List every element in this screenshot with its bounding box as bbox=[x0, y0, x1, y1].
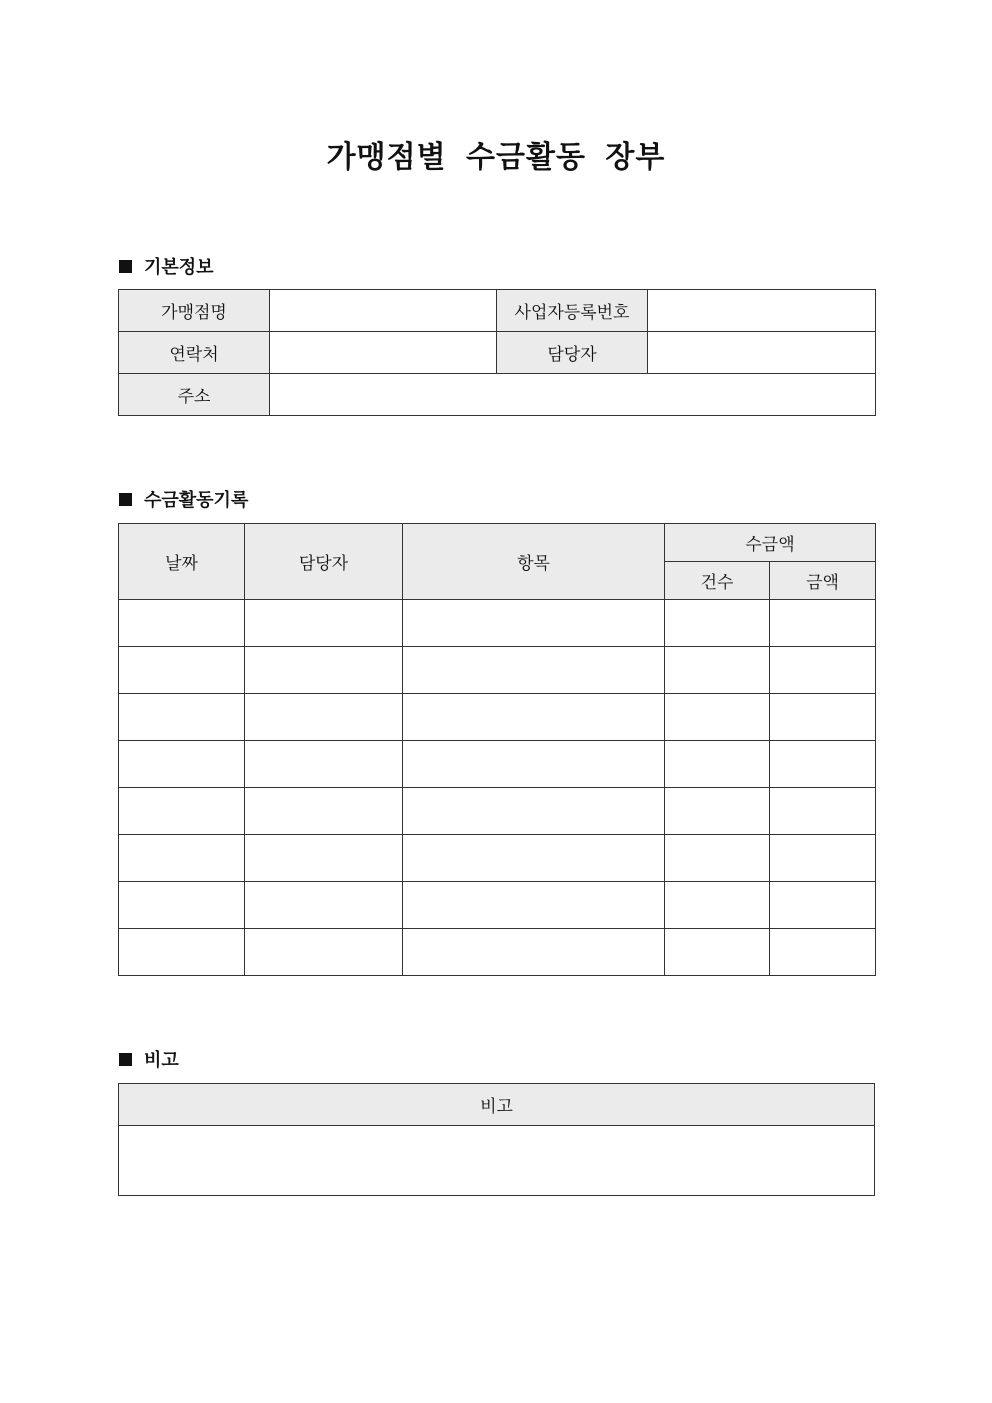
count-cell[interactable] bbox=[665, 741, 770, 788]
remarks-heading-text: 비고 bbox=[144, 1050, 179, 1071]
count-cell[interactable] bbox=[665, 600, 770, 647]
item-cell[interactable] bbox=[403, 741, 665, 788]
contact-field[interactable] bbox=[270, 332, 497, 374]
store-name-field[interactable] bbox=[270, 290, 497, 332]
date-cell[interactable] bbox=[119, 835, 245, 882]
collection-record-heading bbox=[119, 486, 248, 512]
amount-cell[interactable] bbox=[770, 882, 876, 929]
table-row bbox=[119, 647, 876, 694]
manager-label: 담당자 bbox=[497, 332, 648, 374]
table-row bbox=[119, 741, 876, 788]
amount-cell[interactable] bbox=[770, 694, 876, 741]
square-bullet-icon bbox=[119, 1053, 132, 1066]
date-cell[interactable] bbox=[119, 694, 245, 741]
count-cell[interactable] bbox=[665, 647, 770, 694]
col-item-header: 항목 bbox=[403, 524, 665, 600]
manager-field[interactable] bbox=[648, 332, 876, 374]
date-cell[interactable] bbox=[119, 788, 245, 835]
table-row bbox=[119, 600, 876, 647]
col-count-header: 건수 bbox=[665, 562, 770, 600]
remarks-heading bbox=[119, 1046, 179, 1072]
square-bullet-icon bbox=[119, 260, 132, 273]
basic-info-heading-text: 기본정보 bbox=[144, 257, 214, 278]
collection-record-table bbox=[118, 523, 876, 976]
document-title: 가맹점별 수금활동 장부 bbox=[326, 140, 666, 175]
item-cell[interactable] bbox=[403, 600, 665, 647]
item-cell[interactable] bbox=[403, 929, 665, 976]
amount-cell[interactable] bbox=[770, 788, 876, 835]
table-row bbox=[119, 835, 876, 882]
date-cell[interactable] bbox=[119, 600, 245, 647]
table-row bbox=[119, 694, 876, 741]
table-row bbox=[119, 929, 876, 976]
date-cell[interactable] bbox=[119, 929, 245, 976]
count-cell[interactable] bbox=[665, 788, 770, 835]
count-cell[interactable] bbox=[665, 929, 770, 976]
item-cell[interactable] bbox=[403, 647, 665, 694]
manager-cell[interactable] bbox=[245, 835, 403, 882]
amount-cell[interactable] bbox=[770, 835, 876, 882]
manager-cell[interactable] bbox=[245, 788, 403, 835]
manager-cell[interactable] bbox=[245, 741, 403, 788]
col-amount-group-header: 수금액 bbox=[665, 524, 876, 562]
contact-label: 연락처 bbox=[119, 332, 270, 374]
business-reg-field[interactable] bbox=[648, 290, 876, 332]
amount-cell[interactable] bbox=[770, 600, 876, 647]
item-cell[interactable] bbox=[403, 882, 665, 929]
count-cell[interactable] bbox=[665, 835, 770, 882]
manager-cell[interactable] bbox=[245, 882, 403, 929]
amount-cell[interactable] bbox=[770, 647, 876, 694]
count-cell[interactable] bbox=[665, 882, 770, 929]
remarks-field[interactable] bbox=[119, 1126, 875, 1196]
basic-info-table bbox=[118, 289, 876, 416]
basic-info-heading bbox=[119, 253, 214, 279]
date-cell[interactable] bbox=[119, 647, 245, 694]
item-cell[interactable] bbox=[403, 788, 665, 835]
address-field[interactable] bbox=[270, 374, 876, 416]
remarks-column-label: 비고 bbox=[119, 1084, 875, 1126]
amount-cell[interactable] bbox=[770, 741, 876, 788]
manager-cell[interactable] bbox=[245, 600, 403, 647]
manager-cell[interactable] bbox=[245, 647, 403, 694]
amount-cell[interactable] bbox=[770, 929, 876, 976]
square-bullet-icon bbox=[119, 493, 132, 506]
col-manager-header: 담당자 bbox=[245, 524, 403, 600]
count-cell[interactable] bbox=[665, 694, 770, 741]
address-label: 주소 bbox=[119, 374, 270, 416]
item-cell[interactable] bbox=[403, 694, 665, 741]
collection-record-heading-text: 수금활동기록 bbox=[144, 490, 249, 511]
date-cell[interactable] bbox=[119, 882, 245, 929]
date-cell[interactable] bbox=[119, 741, 245, 788]
table-row bbox=[119, 882, 876, 929]
col-date-header: 날짜 bbox=[119, 524, 245, 600]
table-row bbox=[119, 788, 876, 835]
remarks-table bbox=[118, 1083, 875, 1196]
manager-cell[interactable] bbox=[245, 694, 403, 741]
store-name-label: 가맹점명 bbox=[119, 290, 270, 332]
col-amount-header: 금액 bbox=[770, 562, 876, 600]
business-reg-label: 사업자등록번호 bbox=[497, 290, 648, 332]
item-cell[interactable] bbox=[403, 835, 665, 882]
manager-cell[interactable] bbox=[245, 929, 403, 976]
